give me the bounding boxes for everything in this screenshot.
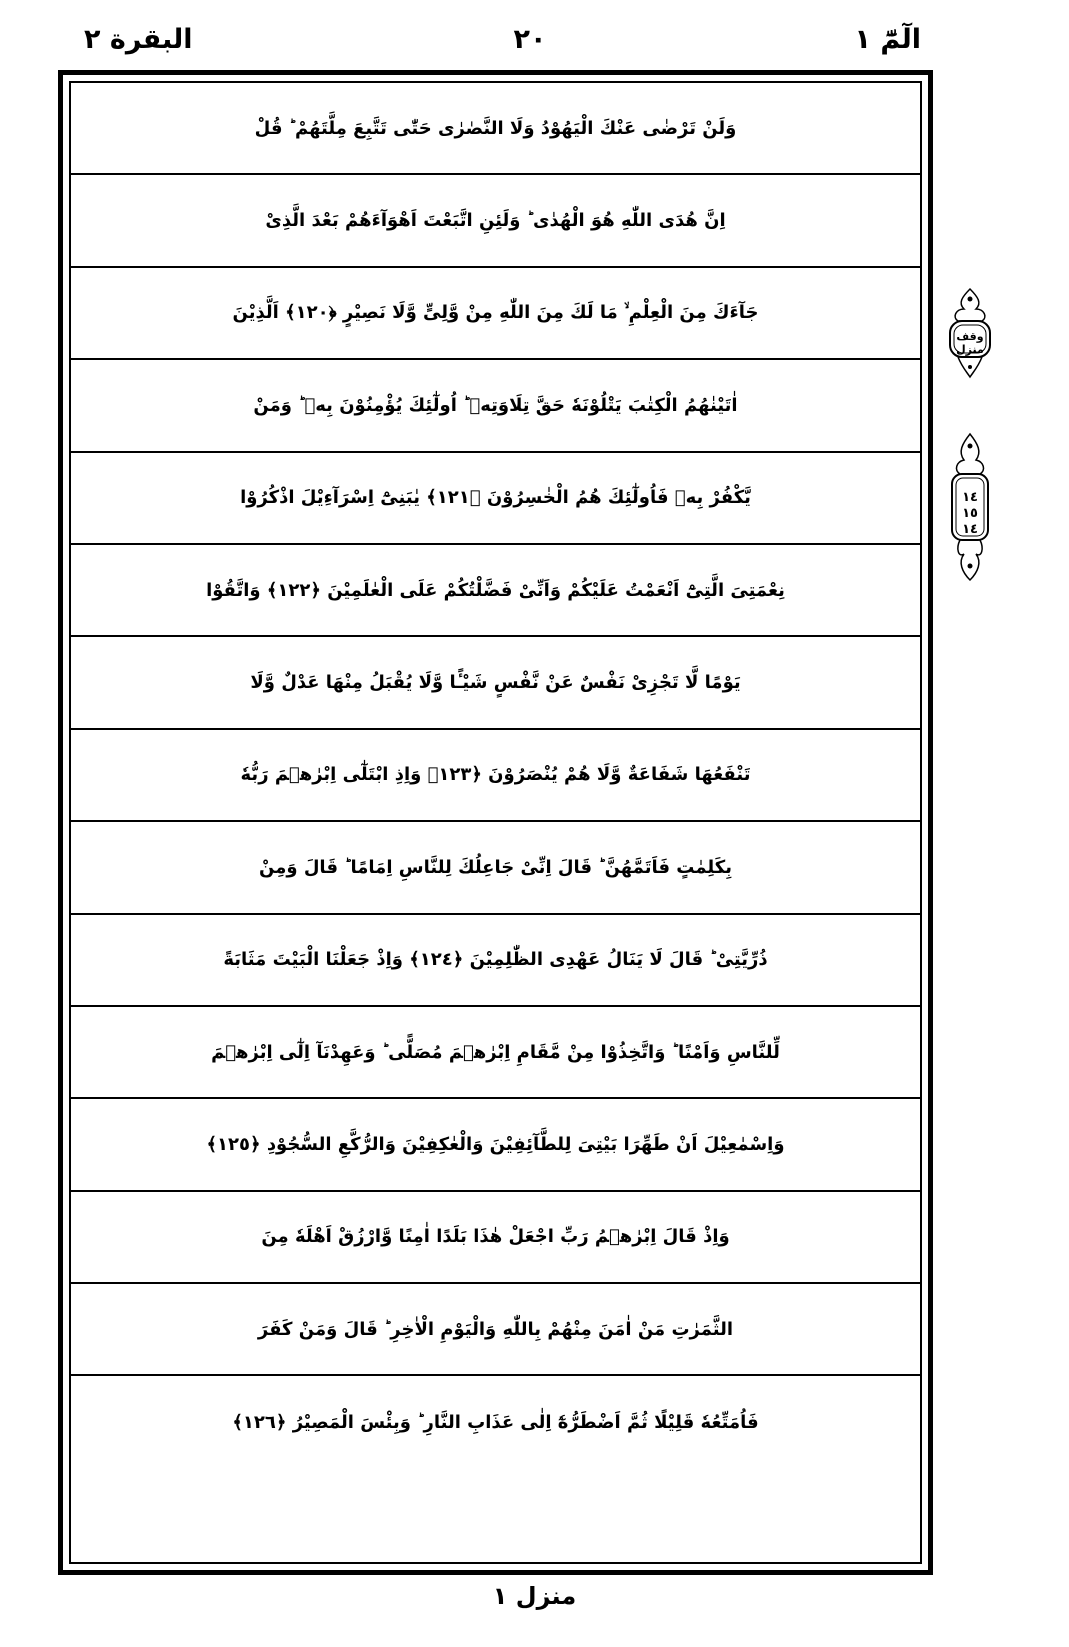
text-line-2: اِنَّ هُدَى اللّٰهِ هُوَ الْهُدٰى ؕ وَلَئِنِ اتَّبَعْتَ اَهْوَآءَهُمْ بَعْدَ الَّذِىْ [71, 175, 920, 267]
ruku-ornament [944, 432, 996, 582]
text-line-11: لِّلنَّاسِ وَاَمْنًا ؕ وَاتَّخِذُوْا مِنْ مَّقَامِ اِبْرٰهٖمَ مُصَلًّى ؕ وَعَهِدْنَآ اِلٰٓى اِبْرٰهٖمَ [71, 1007, 920, 1099]
waqf-label: وقف منزل [956, 330, 984, 356]
text-line-5: يَّكْفُرْ بِهٖ فَاُولٰٓئِكَ هُمُ الْخٰسِرُوْنَ ﴿١٢١﴾ يٰبَنِىْٓ اِسْرَآءِيْلَ اذْكُرُوْا [71, 453, 920, 545]
ruku-label: ١٤ ١٥ ١٤ [962, 490, 978, 537]
text-line-8: تَنْفَعُهَا شَفَاعَةٌ وَّلَا هُمْ يُنْصَرُوْنَ ﴿١٢٣﴾ وَاِذِ ابْتَلٰٓى اِبْرٰهٖمَ رَبُّهٗ [71, 730, 920, 822]
surah-name: البقرة ٢ [84, 24, 193, 55]
text-line-6: نِعْمَتِىَ الَّتِىْٓ اَنْعَمْتُ عَلَيْكُمْ وَاَنِّىْ فَضَّلْتُكُمْ عَلَى الْعٰلَمِيْنَ ﴿١٢٢﴾ وَاتَّقُوْا [71, 545, 920, 637]
text-line-15: فَاُمَتِّعُهٗ قَلِيْلًا ثُمَّ اَضْطَرُّهٗٓ اِلٰى عَذَابِ النَّارِ ؕ وَبِئْسَ الْمَصِيْرُ ﴿١٢٦﴾ [232, 1412, 759, 1434]
text-line-1: وَلَنْ تَرْضٰى عَنْكَ الْيَهُوْدُ وَلَا النَّصٰرٰى حَتّٰى تَتَّبِعَ مِلَّتَهُمْ ؕ قُلْ [71, 83, 920, 175]
text-line-10: ذُرِّيَّتِىْ ؕ قَالَ لَا يَنَالُ عَهْدِى الظّٰلِمِيْنَ ﴿١٢٤﴾ وَاِذْ جَعَلْنَا الْبَيْتَ مَثَابَةً [71, 915, 920, 1007]
page-number: ٢٠ [513, 24, 547, 55]
page-header [0, 18, 1069, 68]
text-line-9: بِكَلِمٰتٍ فَاَتَمَّهُنَّ ؕ قَالَ اِنِّىْ جَاعِلُكَ لِلنَّاسِ اِمَامًا ؕ قَالَ وَمِنْ [71, 822, 920, 914]
text-line-14: الثَّمَرٰتِ مَنْ اٰمَنَ مِنْهُمْ بِاللّٰهِ وَالْيَوْمِ الْاٰخِرِ ؕ قَالَ وَمَنْ كَفَرَ [71, 1284, 920, 1376]
text-line-13: وَاِذْ قَالَ اِبْرٰهٖمُ رَبِّ اجْعَلْ هٰذَا بَلَدًا اٰمِنًا وَّارْزُقْ اَهْلَهٗ مِنَ [71, 1192, 920, 1284]
waqf-manzil-ornament [944, 287, 996, 379]
text-line-12: وَاِسْمٰعِيْلَ اَنْ طَهِّرَا بَيْتِىَ لِلطَّآئِفِيْنَ وَالْعٰكِفِيْنَ وَالرُّكَّعِ السُّجُوْدِ ﴿١٢٥﴾ [71, 1099, 920, 1191]
text-line-7: يَوْمًا لَّا تَجْزِىْ نَفْسٌ عَنْ نَّفْسٍ شَيْـًٔا وَّلَا يُقْبَلُ مِنْهَا عَدْلٌ وَّلَا [71, 637, 920, 729]
para-name: الٓمّٓ ١ [854, 24, 921, 55]
quran-text-block [71, 83, 920, 1562]
text-line-3: جَآءَكَ مِنَ الْعِلْمِ ۙ مَا لَكَ مِنَ اللّٰهِ مِنْ وَّلِىٍّ وَّلَا نَصِيْرٍ ﴿١٢٠﴾ اَلَّذِيْنَ [71, 268, 920, 360]
text-line-4: اٰتَيْنٰهُمُ الْكِتٰبَ يَتْلُوْنَهٗ حَقَّ تِلَاوَتِهٖ ؕ اُولٰٓئِكَ يُؤْمِنُوْنَ بِهٖ ؕ وَمَنْ [71, 360, 920, 452]
manzil-footer: منزل ١ [492, 1582, 577, 1610]
